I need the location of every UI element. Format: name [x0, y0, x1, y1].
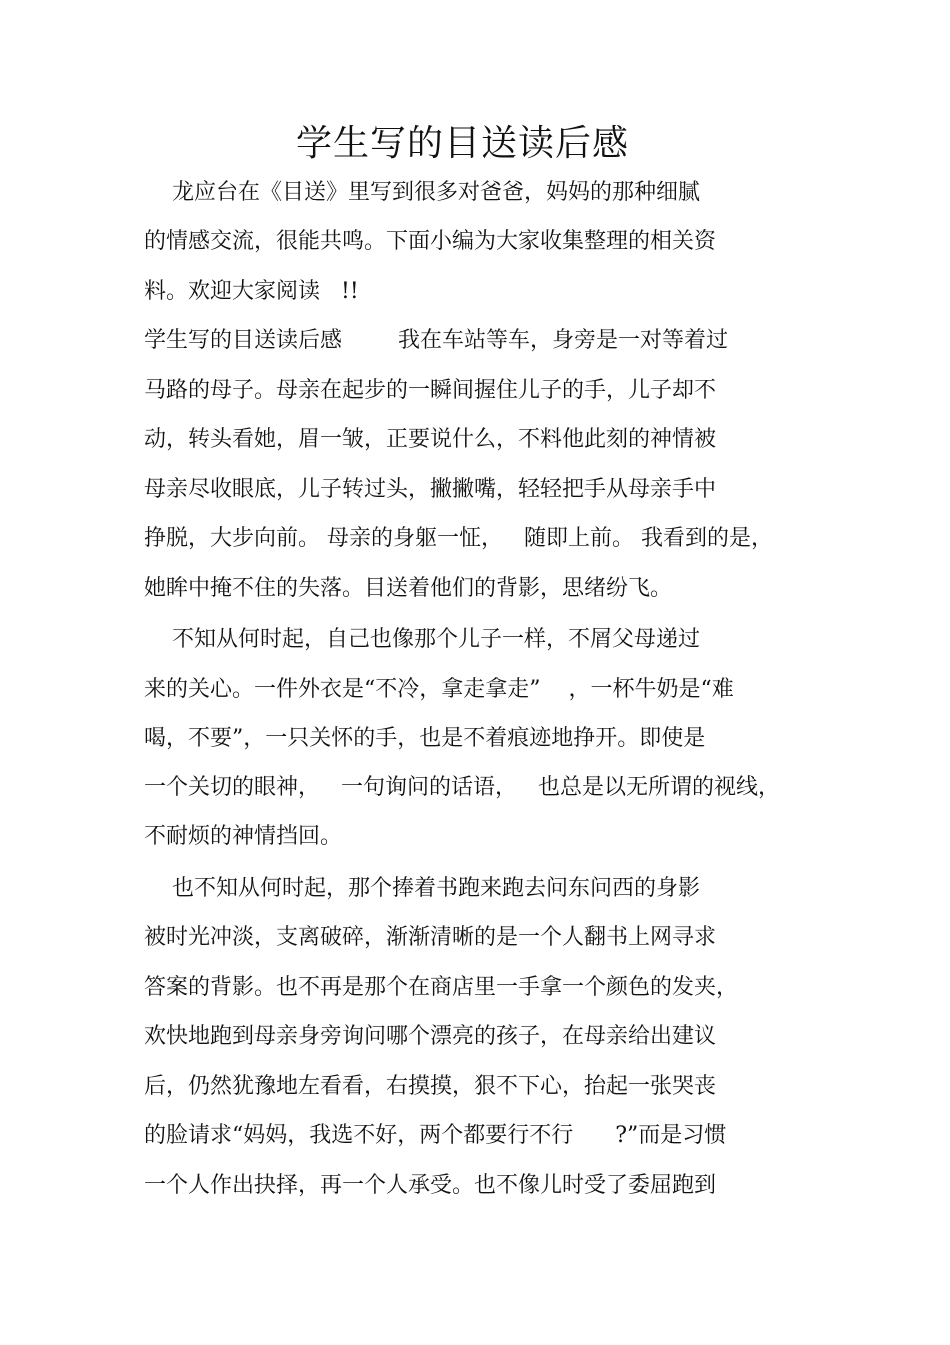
body-line: 被时光冲淡，支离破碎，渐渐清晰的是一个人翻书上网寻求	[144, 925, 717, 950]
body-line: 不知从何时起，自己也像那个儿子一样，不屑父母递过	[144, 627, 700, 652]
body-line: 一个关切的眼神， 一句询问的话语， 也总是以无所谓的视线，	[144, 775, 780, 800]
body-line: 欢快地跑到母亲身旁询问哪个漂亮的孩子，在母亲给出建议	[144, 1024, 717, 1049]
body-line: 的脸请求“妈妈，我选不好，两个都要行不行 ?”而是习惯	[144, 1123, 727, 1148]
body-line: 料。欢迎大家阅读 !!	[144, 279, 359, 304]
body-line: 一个人作出抉择，再一个人承受。也不像儿时受了委屈跑到	[144, 1173, 717, 1198]
body-line: 挣脱，大步向前。 母亲的身躯一怔， 随即上前。 我看到的是，	[144, 526, 773, 551]
body-line: 后，仍然犹豫地左看看，右摸摸，狠不下心，抬起一张哭丧	[144, 1074, 717, 1099]
body-line: 来的关心。一件外衣是“不冷，拿走拿走” ，一杯牛奶是“难	[144, 677, 734, 702]
body-line: 也不知从何时起，那个捧着书跑来跑去问东问西的身影	[144, 876, 700, 901]
body-line: 动，转头看她，眉一皱，正要说什么，不料他此刻的神情被	[144, 427, 717, 452]
body-line: 龙应台在《目送》里写到很多对爸爸，妈妈的那种细腻	[144, 180, 700, 205]
body-line: 答案的背影。也不再是那个在商店里一手拿一个颜色的发夹，	[144, 975, 739, 1000]
body-line: 喝，不要”，一只关怀的手，也是不着痕迹地挣开。即使是	[144, 726, 706, 751]
body-line: 不耐烦的神情挡回。	[144, 824, 343, 849]
body-line: 的情感交流，很能共鸣。下面小编为大家收集整理的相关资	[144, 229, 717, 254]
body-line: 学生写的目送读后感 我在车站等车，身旁是一对等着过	[144, 328, 728, 353]
body-line: 她眸中掩不住的失落。目送着他们的背影，思绪纷飞。	[144, 576, 673, 601]
document-title: 学生写的目送读后感	[295, 123, 629, 164]
body-line: 母亲尽收眼底，儿子转过头，撇撇嘴，轻轻把手从母亲手中	[144, 477, 717, 502]
body-line: 马路的母子。母亲在起步的一瞬间握住儿子的手，儿子却不	[144, 378, 717, 403]
